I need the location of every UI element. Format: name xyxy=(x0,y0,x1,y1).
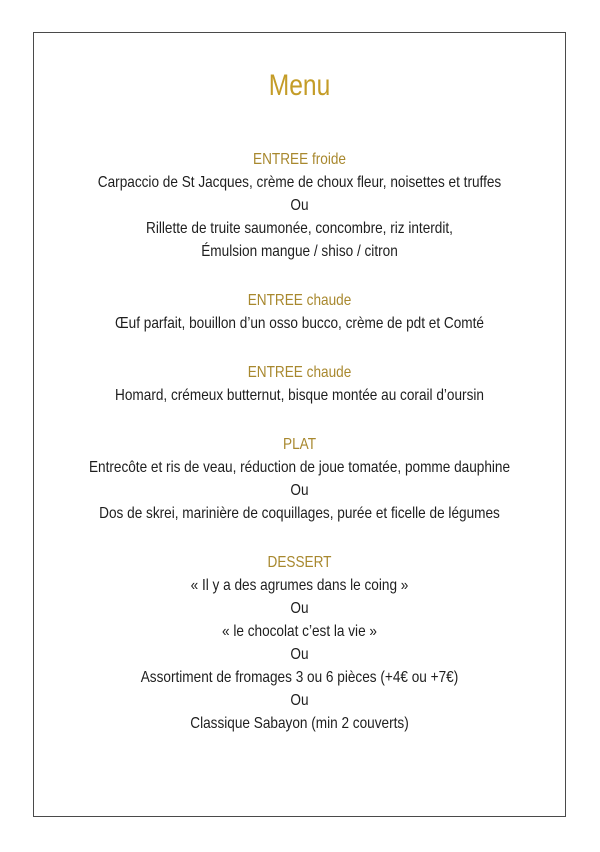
menu-item-line: Entrecôte et ris de veau, réduction de joue tomatée, pomme dauphine xyxy=(88,459,511,476)
section-plat xyxy=(34,433,565,525)
section-heading: ENTREE chaude xyxy=(247,292,352,309)
menu-item-line: Rillette de truite saumonée, concombre, riz interdit, xyxy=(146,220,453,237)
menu-item-line: Assortiment de fromages 3 ou 6 pièces (+4€ ou +7€) xyxy=(140,669,459,686)
menu-item-line: « le chocolat c’est la vie » xyxy=(222,623,377,640)
menu-item-line: Classique Sabayon (min 2 couverts) xyxy=(190,715,409,732)
menu-or-separator: Ou xyxy=(290,600,309,617)
section-entree-chaude-2 xyxy=(34,361,565,407)
menu-item-line: Œuf parfait, bouillon d’un osso bucco, crème de pdt et Comté xyxy=(115,315,484,332)
section-entree-froide xyxy=(34,148,565,263)
section-heading: PLAT xyxy=(282,436,316,453)
menu-item-line: Dos de skrei, marinière de coquillages, purée et ficelle de légumes xyxy=(99,505,500,522)
section-heading: ENTREE froide xyxy=(253,151,346,168)
menu-or-separator: Ou xyxy=(290,692,309,709)
menu-item-line: « Il y a des agrumes dans le coing » xyxy=(190,577,409,594)
menu-title: Menu xyxy=(268,69,331,102)
menu-item-line: Homard, crémeux butternut, bisque montée au corail d’oursin xyxy=(115,387,484,404)
menu-or-separator: Ou xyxy=(290,646,309,663)
menu-or-separator: Ou xyxy=(290,197,309,214)
menu-border-frame xyxy=(33,32,566,817)
section-entree-chaude-1 xyxy=(34,289,565,335)
section-heading: ENTREE chaude xyxy=(247,364,352,381)
menu-item-line: Carpaccio de St Jacques, crème de choux fleur, noisettes et truffes xyxy=(97,174,502,191)
section-heading: DESSERT xyxy=(267,554,332,571)
menu-content xyxy=(34,33,565,761)
menu-or-separator: Ou xyxy=(290,482,309,499)
section-dessert xyxy=(34,551,565,735)
menu-item-line: Émulsion mangue / shiso / citron xyxy=(201,243,398,260)
